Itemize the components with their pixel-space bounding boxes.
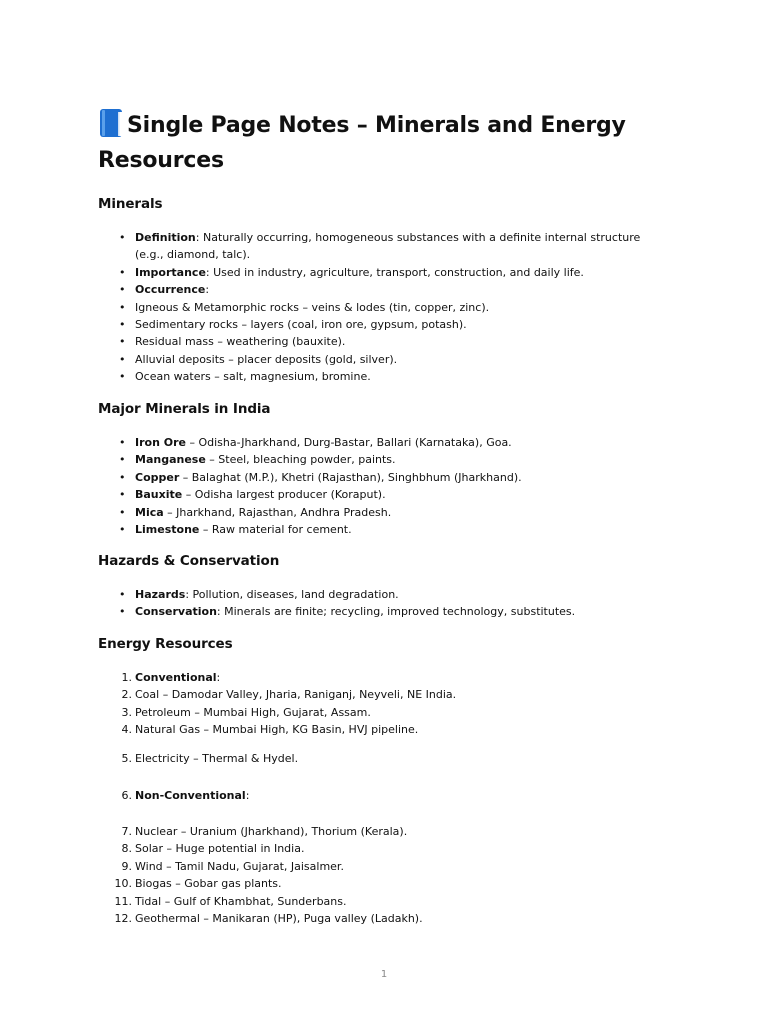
numbered-item: 10. Biogas – Gobar gas plants. [98, 875, 423, 892]
numbered-item: 11. Tidal – Gulf of Khambhat, Sunderbans. [98, 893, 423, 910]
item-bold-term: Copper [135, 470, 180, 484]
numbered-item: 3. Petroleum – Mumbai High, Gujarat, Assam. [98, 704, 456, 721]
heading-energy-resources: Energy Resources [98, 636, 233, 652]
list-item: • Conservation: Minerals are finite; recycling, improved technology, substitutes. [98, 603, 655, 620]
item-number: 8. [121, 842, 132, 856]
numbered-item: 5. Electricity – Thermal & Hydel. [98, 750, 298, 767]
list-major-minerals [98, 434, 655, 538]
list-item: • Manganese – Steel, bleaching powder, paints. [98, 451, 655, 468]
blue-book-icon [98, 108, 124, 138]
list-item: • Sedimentary rocks – layers (coal, iron ore, gypsum, potash). [98, 316, 655, 333]
numbered-item: 2. Coal – Damodar Valley, Jharia, Raniganj, Neyveli, NE India. [98, 686, 456, 703]
numbered-item: 6. Non-Conventional: [98, 787, 249, 804]
item-bold-term: Conservation [135, 605, 217, 619]
list-item: • Definition: Naturally occurring, homogeneous substances with a definite internal structure (e.g., diamond, talc). [98, 229, 655, 264]
item-bold-term: Mica [135, 505, 164, 519]
item-bold-term: Iron Ore [135, 436, 186, 449]
list-energy-nonconventional [98, 823, 423, 927]
item-bold-term: Bauxite [135, 488, 183, 502]
item-number: 4. [121, 723, 132, 737]
item-number: 7. [121, 825, 132, 838]
item-number: 1. [121, 671, 132, 684]
item-number: 12. [114, 912, 132, 926]
list-item: • Limestone – Raw material for cement. [98, 521, 655, 538]
list-item: • Residual mass – weathering (bauxite). [98, 333, 655, 350]
item-number: 9. [121, 859, 132, 873]
heading-minerals: Minerals [98, 196, 163, 212]
item-number: 5. [121, 752, 132, 765]
item-bold-term: Conventional [135, 671, 217, 684]
list-item: • Copper – Balaghat (M.P.), Khetri (Rajasthan), Singhbhum (Jharkhand). [98, 469, 655, 486]
list-item: • Ocean waters – salt, magnesium, bromine. [98, 368, 655, 385]
list-item: • Mica – Jharkhand, Rajasthan, Andhra Pradesh. [98, 504, 655, 521]
list-item: • Igneous & Metamorphic rocks – veins & lodes (tin, copper, zinc). [98, 299, 655, 316]
item-number: 10. [114, 877, 132, 891]
numbered-item: 4. Natural Gas – Mumbai High, KG Basin, HVJ pipeline. [98, 721, 456, 738]
list-item: • Bauxite – Odisha largest producer (Koraput). [98, 486, 655, 503]
list-item: • Alluvial deposits – placer deposits (gold, silver). [98, 351, 655, 368]
list-item: • Hazards: Pollution, diseases, land degradation. [98, 586, 655, 603]
list-energy-conventional [98, 669, 456, 739]
item-bold-term: Definition [135, 231, 196, 244]
page-title: Single Page Notes – Minerals and Energy Resources [98, 108, 658, 178]
page-number: 1 [380, 969, 388, 980]
numbered-item: 8. Solar – Huge potential in India. [98, 840, 423, 857]
item-number: 11. [114, 894, 132, 908]
heading-hazards-conservation: Hazards & Conservation [98, 553, 280, 569]
numbered-item: 1. Conventional: [98, 669, 456, 686]
list-hazards [98, 586, 655, 621]
item-bold-term: Occurrence [135, 283, 206, 297]
numbered-item: 7. Nuclear – Uranium (Jharkhand), Thorium (Kerala). [98, 823, 423, 840]
item-number: 3. [121, 705, 132, 719]
list-item: • Iron Ore – Odisha-Jharkhand, Durg-Bastar, Ballari (Karnataka), Goa. [98, 434, 655, 451]
list-minerals [98, 229, 655, 386]
item-number: 2. [121, 688, 132, 702]
item-bold-term: Manganese [135, 453, 206, 467]
numbered-item: 12. Geothermal – Manikaran (HP), Puga valley (Ladakh). [98, 910, 423, 927]
list-energy-item-5 [98, 750, 298, 767]
item-bold-term: Importance [135, 265, 206, 279]
numbered-item: 9. Wind – Tamil Nadu, Gujarat, Jaisalmer. [98, 858, 423, 875]
list-item: • Importance: Used in industry, agriculture, transport, construction, and daily life. [98, 264, 655, 281]
heading-major-minerals: Major Minerals in India [98, 401, 271, 417]
item-bold-term: Non-Conventional [135, 789, 246, 802]
list-item: • Occurrence: [98, 281, 655, 298]
item-bold-term: Limestone [135, 523, 200, 537]
item-number: 6. [121, 789, 132, 802]
item-bold-term: Hazards [135, 588, 186, 601]
list-energy-item-6 [98, 787, 249, 804]
